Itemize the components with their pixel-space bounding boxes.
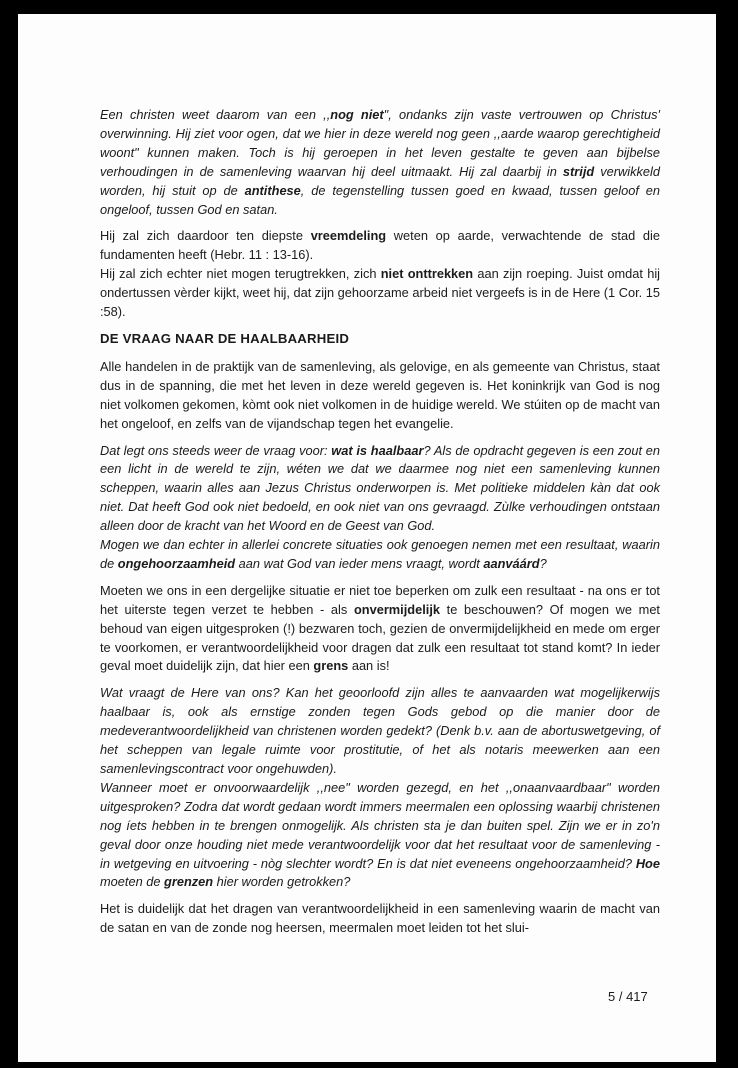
scan-border-top xyxy=(0,0,738,14)
text-run: Wanneer moet er onvoorwaardelijk ,,nee" worden gezegd, en het ,,onaanvaardbaar" worden uitgesproken? Zodra dat wordt gedaan wordt immers meermalen een oplossing waarbij christenen nog íets hebben in te brengen onmogelijk. Als christen sta je dan buiten spel. Zijn we er in zo'n geval door onze houding niet mede verantwoordelijk voor dat het resultaat voor de samenleving - in wetgeving en uitvoering - nòg slechter wordt? En is dat niet eveneens ongehoorzaamheid? xyxy=(100,779,660,871)
text-run: ? Als de opdracht gegeven is een zout en een licht in de wereld te zijn, wéten we dat we daarmee nog niet een samenleving kunnen scheppen, waarin alles aan Jezus Christus onderworpen is. Met politieke middelen kàn dat ook niet. Dat heeft God ook niet bedoeld, en ook niet van ons gevraagd. Zùlke verhoudingen ontstaan alleen door de kracht van het Woord en de Geest van God. xyxy=(100,442,660,534)
text-run: Dat legt ons steeds weer de vraag voor: xyxy=(100,442,332,458)
emphasized-text: grenzen xyxy=(164,874,214,890)
emphasized-text: aanváárd xyxy=(483,555,540,571)
text-run: aan zijn roeping. Juist omdat hij ondertussen vèrder kijkt, weet hij, dat zijn gehoorzame arbeid niet vergeefs is in de Here (1 Cor. 15 :58). xyxy=(100,266,661,320)
emphasized-text: ongehoorzaamheid xyxy=(117,555,236,571)
text-run: aan is! xyxy=(348,658,390,674)
document-page xyxy=(18,14,716,1062)
paragraph-vreemdeling xyxy=(100,227,660,265)
scan-border-bottom xyxy=(0,1062,738,1068)
emphasized-text: nog niet xyxy=(330,107,384,122)
paragraph-resultaat-vraag xyxy=(100,536,660,574)
text-run: Alle handelen in de praktijk van de samenleving, als gelovige, en als gemeente van Christus, staat dus in de spanning, die met het leven in deze wereld gegeven is. Het koninkrijk van God is nog niet volkomen gekomen, kòmt ook niet volkomen in de huidige wereld. We stúiten op de macht van het ongeloof, en zelfs van de vijandschap tegen het evangelie. xyxy=(100,358,660,431)
paragraph-samenleving xyxy=(100,358,660,434)
text-run: ", ondanks zijn vaste vertrouwen op Christus' overwinning. Hij ziet voor ogen, dat we hier in deze wereld nog geen ,,aarde waarop gerechtigheid woont" kunnen maken. Toch is hij geroepen in het leven gestalte te geven aan bijbelse verhoudingen in de samenleving waarvan hij deel uitmaakt. Hij zal daarbij in xyxy=(100,107,660,179)
text-run: ? xyxy=(539,555,547,571)
paragraph-wat-vraagt-de-here xyxy=(100,684,660,779)
text-run: Een christen weet daarom van een ,, xyxy=(100,107,331,122)
text-run: weten op aarde, verwachtende de stad die fundamenten heeft (Hebr. 11 : 13-16). xyxy=(100,228,661,263)
text-run: moeten de xyxy=(100,874,165,890)
scan-border-right xyxy=(716,0,738,1068)
paragraph-haalbaar xyxy=(100,442,660,537)
text-run: hier worden getrokken? xyxy=(213,874,351,890)
text-run: te beschouwen? Of mogen we met behoud van eigen uitgesproken (!) bezwaren toch, gezien de onvermijdelijkheid en mede om erger te voorkomen, er verantwoordelijkheid voor dragen dat zulk een resultaat tot stand komt? In ieder geval moet duidelijk zijn, dat hier een xyxy=(100,601,660,674)
paragraph-grenzen xyxy=(100,779,660,892)
emphasized-text: grens xyxy=(313,658,349,674)
paragraph-intro xyxy=(100,106,660,219)
text-run: Moeten we ons in een dergelijke situatie er niet toe beperken om zulk een resultaat - na ons er tot het uiterste tegen verzet te hebben - als xyxy=(100,582,660,617)
paragraph-verantwoordelijkheid xyxy=(100,900,660,938)
scan-border-left xyxy=(0,0,18,1068)
emphasized-text: niet onttrekken xyxy=(380,266,474,282)
text-run: aan wat God van ieder mens vraagt, wordt xyxy=(235,555,484,571)
page-number: 5 / 417 xyxy=(608,989,648,1004)
paragraph-roeping xyxy=(100,265,660,322)
section-heading: DE VRAAG NAAR DE HAALBAARHEID xyxy=(100,330,350,346)
text-run: Mogen we dan echter in allerlei concrete situaties ook genoegen nemen met een resultaat, waarin de xyxy=(100,537,660,571)
emphasized-text: wat is haalbaar xyxy=(331,442,424,458)
page-content xyxy=(100,106,660,946)
emphasized-text: vreemdeling xyxy=(310,228,387,244)
paragraph-onvermijdelijk xyxy=(100,582,660,677)
emphasized-text: onvermijdelijk xyxy=(353,601,441,617)
emphasized-text: Hoe xyxy=(635,855,660,871)
text-run: Het is duidelijk dat het dragen van verantwoordelijkheid in een samenleving waarin de macht van de satan en van de zonde nog heersen, meermalen moet leiden tot het slui- xyxy=(100,901,660,936)
text-run: Hij zal zich echter niet mogen terugtrekken, zich xyxy=(100,266,381,282)
emphasized-text: strijd xyxy=(562,163,595,179)
text-run: , de tegenstelling tussen goed en kwaad, tussen geloof en ongeloof, tussen God en satan. xyxy=(100,182,661,217)
emphasized-text: antithese xyxy=(244,182,301,198)
text-run: verwikkeld worden, hij stuit op de xyxy=(100,163,660,198)
text-run: Wat vraagt de Here van ons? Kan het geoorloofd zijn alles te aanvaarden wat mogelijkerwijs haalbaar is, ook als ernstige zonden tegen Gods gebod op die manier door de medeverantwoordelijkheid van christenen worden gedekt? (Denk b.v. aan de abortuswetgeving, of het scheppen van legale ruimte voor prostitutie, of het als notaris meewerken aan een samenlevingscontract voor ongehuwden). xyxy=(100,685,660,776)
text-run: Hij zal zich daardoor ten diepste xyxy=(100,228,311,244)
